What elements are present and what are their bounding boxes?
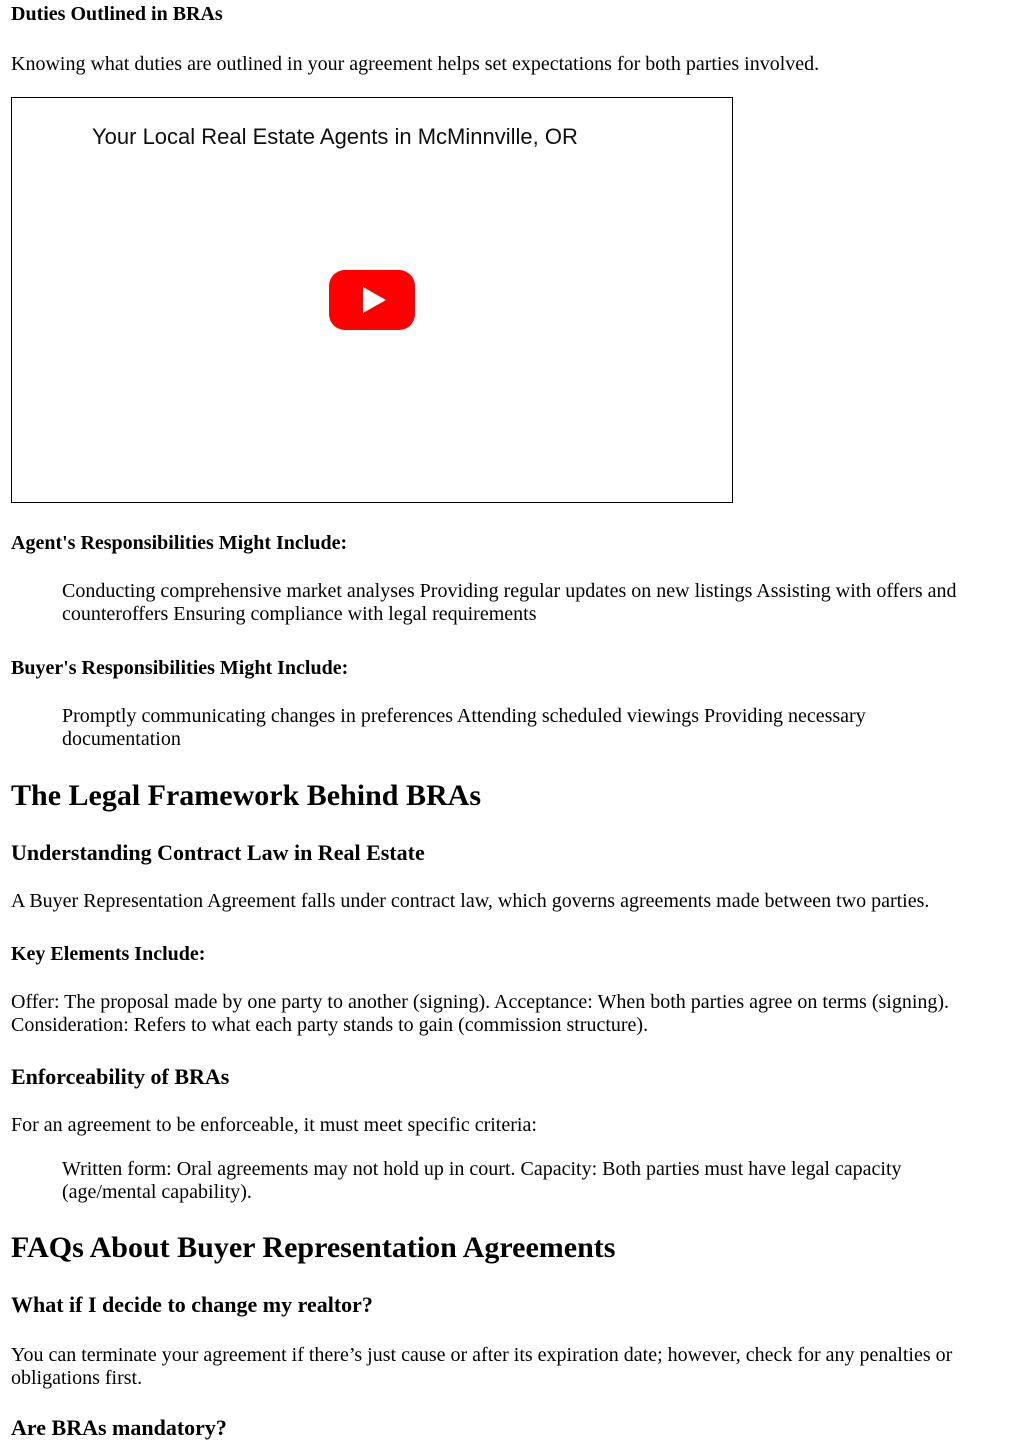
faq-question-2: Are BRAs mandatory?: [11, 1415, 227, 1440]
video-embed[interactable]: [11, 97, 733, 503]
youtube-play-icon[interactable]: [329, 270, 415, 330]
buyer-list: Promptly communicating changes in preferences Attending scheduled viewings Providing necessary documentation: [62, 705, 866, 750]
video-title[interactable]: Your Local Real Estate Agents in McMinnville, OR: [92, 124, 578, 149]
duties-heading: Duties Outlined in BRAs: [11, 3, 223, 25]
enforce-list: Written form: Oral agreements may not hold up in court. Capacity: Both parties must have legal capacity (age/mental capability).: [62, 1158, 902, 1203]
key-elements-heading: Key Elements Include:: [11, 943, 206, 965]
buyer-heading: Buyer's Responsibilities Might Include:: [11, 657, 349, 679]
faq-question-1: What if I decide to change my realtor?: [11, 1292, 373, 1317]
enforce-intro: For an agreement to be enforceable, it must meet specific criteria:: [11, 1114, 537, 1136]
key-elements-text: Offer: The proposal made by one party to another (signing). Acceptance: When both parties agree on terms (signing). Consideration: Refers to what each party stands to gain (commission structure).: [11, 991, 950, 1036]
agent-list: Conducting comprehensive market analyses Providing regular updates on new listings Assisting with offers and counteroffers Ensuring compliance with legal requirements: [62, 580, 957, 625]
agent-heading: Agent's Responsibilities Might Include:: [11, 532, 348, 554]
faqs-heading: FAQs About Buyer Representation Agreements: [11, 1231, 616, 1264]
enforce-heading: Enforceability of BRAs: [11, 1064, 230, 1089]
contract-heading: Understanding Contract Law in Real Estate: [11, 840, 425, 865]
faq-answer-1: You can terminate your agreement if there’s just cause or after its expiration date; however, check for any penalties or obligations first.: [11, 1344, 953, 1389]
duties-intro: Knowing what duties are outlined in your agreement helps set expectations for both parties involved.: [11, 53, 820, 75]
contract-text: A Buyer Representation Agreement falls under contract law, which governs agreements made between two parties.: [11, 890, 930, 912]
legal-heading: The Legal Framework Behind BRAs: [11, 779, 482, 812]
